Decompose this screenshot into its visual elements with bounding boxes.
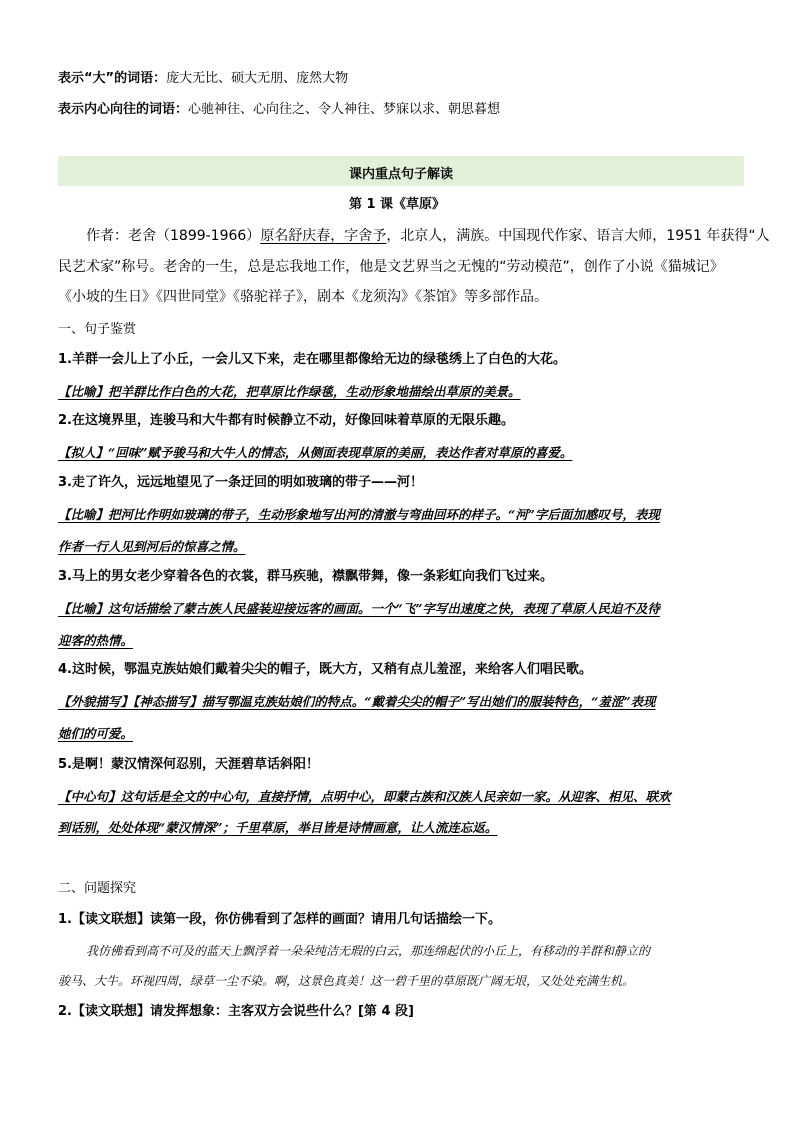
sentence-2: 2.在这境界里，连骏马和大牛都有时候静立不动，好像回味着草原的无限乐趣。: [58, 413, 514, 428]
vocab-big-words: 庞大无比、硕大无朋、庞然大物: [166, 71, 349, 86]
question-1: 1.【读文联想】读第一段，你仿佛看到了怎样的画面？请用几句话描绘一下。: [58, 912, 501, 927]
sentence-6: 5.是啊！蒙汉情深何忍别，天涯碧草话斜阳！: [58, 757, 319, 772]
analysis-5-line-1: 【外貌描写】【神态描写】描写鄂温克族姑娘们的特点。“戴着尖尖的帽子”写出她们的服装特色，“羞涩”表现: [58, 694, 656, 709]
analysis-4-line-2: 迎客的热情。: [58, 633, 134, 648]
sentence-3: 3.走了许久，远远地望见了一条迂回的明如玻璃的带子——河！: [58, 475, 423, 490]
analysis-1-line-1: 【比喻】把羊群比作白色的大花，把草原比作绿毯，生动形象地描绘出草原的美景。: [58, 384, 521, 399]
sentence-5: 4.这时候，鄂温克族姑娘们戴着尖尖的帽子，既大方，又稍有点儿羞涩，来给客人们唱民歌。: [58, 662, 592, 677]
analysis-3-line-2: 作者一行人见到河后的惊喜之情。: [58, 539, 246, 554]
section-banner: [58, 156, 744, 186]
vocab-big-label: 表示“大”的词语：: [58, 71, 167, 86]
author-intro-b: ，北京人，满族。中国现代作家、语言大师，1951 年获得“人: [386, 228, 770, 244]
author-line-2: 民艺术家”称号。老舍的一生，总是忘我地工作，他是文艺界当之无愧的“劳动模范”，创作了小说《猫城记》: [58, 259, 724, 275]
vocab-longing-label: 表示内心向往的词语：: [58, 102, 189, 117]
author-line-1: [86, 227, 770, 245]
analysis-3-line-1: 【比喻】把河比作明如玻璃的带子，生动形象地写出河的清澈与弯曲回环的样子。“河”字后面加感叹号，表现: [58, 507, 660, 522]
sentence-4: 3.马上的男女老少穿着各色的衣裳，群马疾驰，襟飘带舞，像一条彩虹向我们飞过来。: [58, 569, 553, 584]
question-2: 2.【读文联想】请发挥想象：主客双方会说些什么？[第 4 段]: [58, 1004, 414, 1019]
vocab-big-line: [58, 70, 348, 87]
author-intro-a: 作者：老舍（1899-1966）: [86, 228, 261, 244]
analysis-5-line-2: 她们的可爱。: [58, 726, 134, 741]
lesson-title: 第 1 课《草原》: [348, 197, 446, 212]
author-real-name: 原名舒庆春，字舍予: [260, 228, 387, 244]
section2-heading: 二、问题探究: [58, 881, 137, 896]
analysis-4-line-1: 【比喻】这句话描绘了蒙古族人民盛装迎接远客的画面。一个“飞”字写出速度之快，表现了草原人民迫不及待: [58, 601, 660, 616]
analysis-6-line-1: 【中心句】这句话是全文的中心句，直接抒情，点明中心，即蒙古族和汉族人民亲如一家。从迎客、相见、联欢: [58, 789, 671, 804]
vocab-longing-words: 心驰神往、心向往之、令人神往、梦寐以求、朝思暮想: [188, 102, 501, 117]
author-line-3: 《小坡的生日》《四世同堂》《骆驼祥子》，剧本《龙须沟》《茶馆》等多部作品。: [58, 289, 548, 305]
vocab-longing-line: [58, 101, 500, 118]
answer-1-line-2: 骏马、大牛。环视四周，绿草一尘不染。啊，这景色真美！这一碧千里的草原既广阔无垠，又处处充满生机。: [58, 974, 635, 988]
analysis-6-line-2: 到话别，处处体现“蒙汉情深”；千里草原，举目皆是诗情画意，让人流连忘返。: [58, 820, 498, 835]
analysis-2-line-1: 【拟人】“回味”赋予骏马和大牛人的情态，从侧面表现草原的美丽，表达作者对草原的喜爱。: [58, 445, 573, 460]
section1-heading: 一、句子鉴赏: [58, 322, 137, 337]
sentence-1: 1.羊群一会儿上了小丘，一会儿又下来，走在哪里都像给无边的绿毯绣上了白色的大花。: [58, 352, 566, 367]
banner-title: 课内重点句子解读: [348, 167, 453, 182]
answer-1-line-1: 我仿佛看到高不可及的蓝天上飘浮着一朵朵纯洁无瑕的白云，那连绵起伏的小丘上，有移动的羊群和静立的: [86, 944, 651, 958]
